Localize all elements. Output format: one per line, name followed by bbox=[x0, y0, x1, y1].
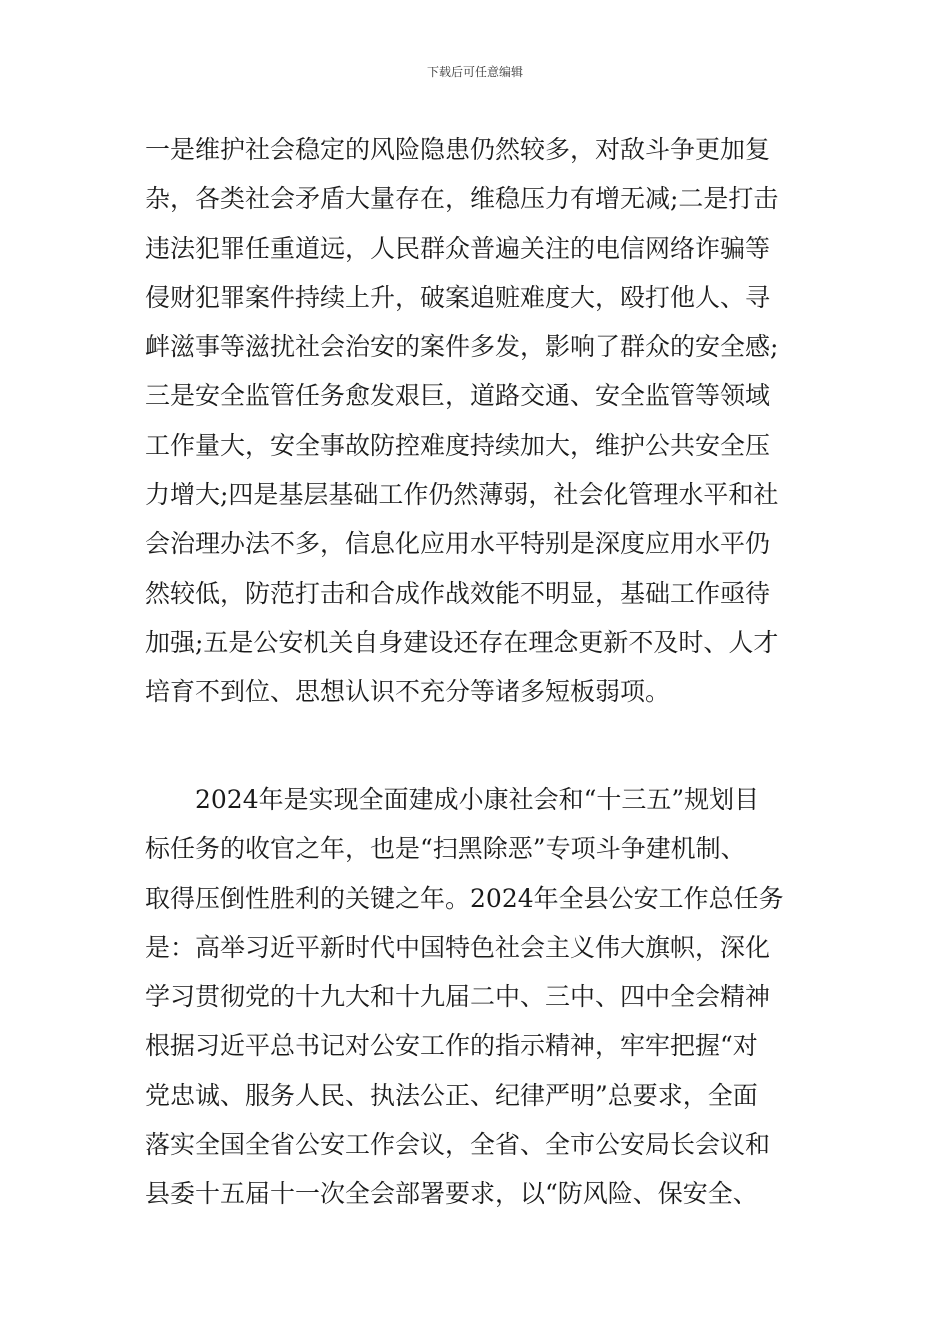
text-line: 标任务的收官之年，也是“扫黑除恶”专项斗争建机制、 bbox=[145, 834, 746, 864]
text-line: 力增大;四是基层基础工作仍然薄弱，社会化管理水平和社 bbox=[145, 480, 779, 510]
text-line: 侵财犯罪案件持续上升，破案追赃难度大，殴打他人、寻 bbox=[145, 282, 771, 312]
text-line: 培育不到位、思想认识不充分等诸多短板弱项。 bbox=[145, 677, 671, 707]
paragraph-1 bbox=[145, 125, 807, 717]
text-line: 杂，各类社会矛盾大量存在，维稳压力有增无减;二是打击 bbox=[145, 184, 779, 214]
text-line: 学习贯彻党的十九大和十九届二中、三中、四中全会精神 bbox=[145, 982, 771, 1012]
text-line: 会治理办法不多，信息化应用水平特别是深度应用水平仍 bbox=[145, 529, 771, 559]
text-line: 违法犯罪任重道远，人民群众普遍关注的电信网络诈骗等 bbox=[145, 233, 771, 263]
text-line: 落实全国全省公安工作会议，全省、全市公安局长会议和 bbox=[145, 1130, 771, 1160]
text-line: 根据习近平总书记对公安工作的指示精神，牢牢把握“对 bbox=[145, 1031, 758, 1061]
text-line: 工作量大，安全事故防控难度持续加大，维护公共安全压 bbox=[145, 430, 771, 460]
page-header: 下载后可任意编辑 bbox=[426, 65, 523, 79]
text-line: 2024年是实现全面建成小康社会和“十三五”规划目 bbox=[195, 785, 760, 814]
text-line: 取得压倒性胜利的关键之年。2024年全县公安工作总任务 bbox=[145, 883, 784, 913]
text-line: 一是维护社会稳定的风险隐患仍然较多，对敌斗争更加复 bbox=[145, 135, 771, 164]
text-line: 然较低，防范打击和合成作战效能不明显，基础工作亟待 bbox=[145, 578, 771, 608]
text-line: 是：高举习近平新时代中国特色社会主义伟大旗帜，深化 bbox=[145, 932, 771, 962]
text-line: 加强;五是公安机关自身建设还存在理念更新不及时、人才 bbox=[145, 627, 779, 657]
paragraph-2 bbox=[145, 775, 807, 1219]
text-line: 衅滋事等滋扰社会治安的案件多发，影响了群众的安全感; bbox=[145, 332, 779, 362]
text-line: 三是安全监管任务愈发艰巨，道路交通、安全监管等领域 bbox=[145, 381, 771, 411]
text-line: 党忠诚、服务人民、执法公正、纪律严明”总要求，全面 bbox=[145, 1080, 758, 1110]
text-line: 县委十五届十一次全会部署要求，以“防风险、保安全、 bbox=[145, 1179, 758, 1209]
